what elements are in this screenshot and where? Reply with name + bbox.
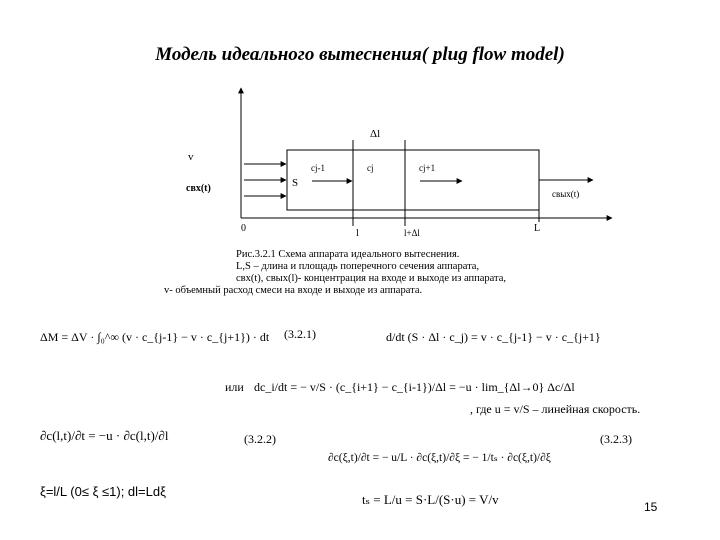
- or-word: или: [225, 380, 244, 394]
- linear-velocity-note: , где u = v/S – линейная скорость.: [470, 402, 641, 416]
- caption-line: L,S – длина и площадь поперечного сечения аппарата,: [236, 261, 480, 272]
- axis-tick-l-plus-dl: l+Δl: [404, 228, 420, 238]
- axis-tick-l: l: [356, 228, 359, 239]
- caption-line: Рис.3.2.1 Схема аппарата идеального вытеснения.: [236, 249, 460, 260]
- cross-section-label: S: [292, 177, 299, 189]
- residence-time-definition: tₛ = L/u = S·L/(S·u) = V/v: [362, 492, 499, 507]
- equation-number: (3.2.2): [244, 432, 276, 446]
- equation-number: (3.2.3): [600, 432, 632, 446]
- concentration-next-label: cj+1: [419, 163, 436, 173]
- reactor-tube: [287, 150, 539, 210]
- equation-mass-balance: ΔM = ΔV · ∫₀^∞ (v · c_{j-1} − v · c_{j+1}) · dt: [40, 330, 270, 344]
- figure-caption: [164, 249, 596, 297]
- flow-rate-label: v: [188, 151, 194, 163]
- axis-tick-L: L: [534, 223, 541, 234]
- xi-definition: ξ=l/L (0≤ ξ ≤1); dl=Ldξ: [40, 484, 166, 499]
- inlet-concentration-label: cвх(t): [186, 183, 211, 194]
- equation-number: (3.2.1): [284, 327, 316, 341]
- equation-discrete: dc_i/dt = − v/S · (c_{i+1} − c_{i-1})/Δl = −u · lim_{Δl→0} Δc/Δl: [254, 380, 575, 394]
- outlet-concentration-label: cвых(t): [552, 189, 580, 199]
- equation-pde-dimensionless: ∂c(ξ,t)/∂t = − u/L · ∂c(ξ,t)/∂ξ = − 1/tₛ · ∂c(ξ,t)/∂ξ: [328, 452, 551, 464]
- equation-derivative: d/dt (S · Δl · c_j) = v · c_{j-1} − v · c_{j+1}: [386, 330, 601, 344]
- concentration-current-label: cj: [367, 163, 374, 173]
- caption-line: v- объемный расход смеси на входе и выходе из аппарата.: [164, 285, 423, 296]
- caption-line: cвх(t), cвых(l)- концентрация на входе и выходе из аппарата,: [236, 273, 507, 284]
- equation-pde: ∂c(l,t)/∂t = −u · ∂c(l,t)/∂l: [40, 428, 169, 443]
- concentration-prev-label: cj-1: [311, 163, 325, 173]
- page-number: 15: [644, 500, 658, 514]
- delta-l-label: Δl: [370, 128, 381, 140]
- axis-tick-zero: 0: [241, 223, 246, 234]
- page-title: Модель идеального вытеснения( plug flow model): [155, 44, 565, 65]
